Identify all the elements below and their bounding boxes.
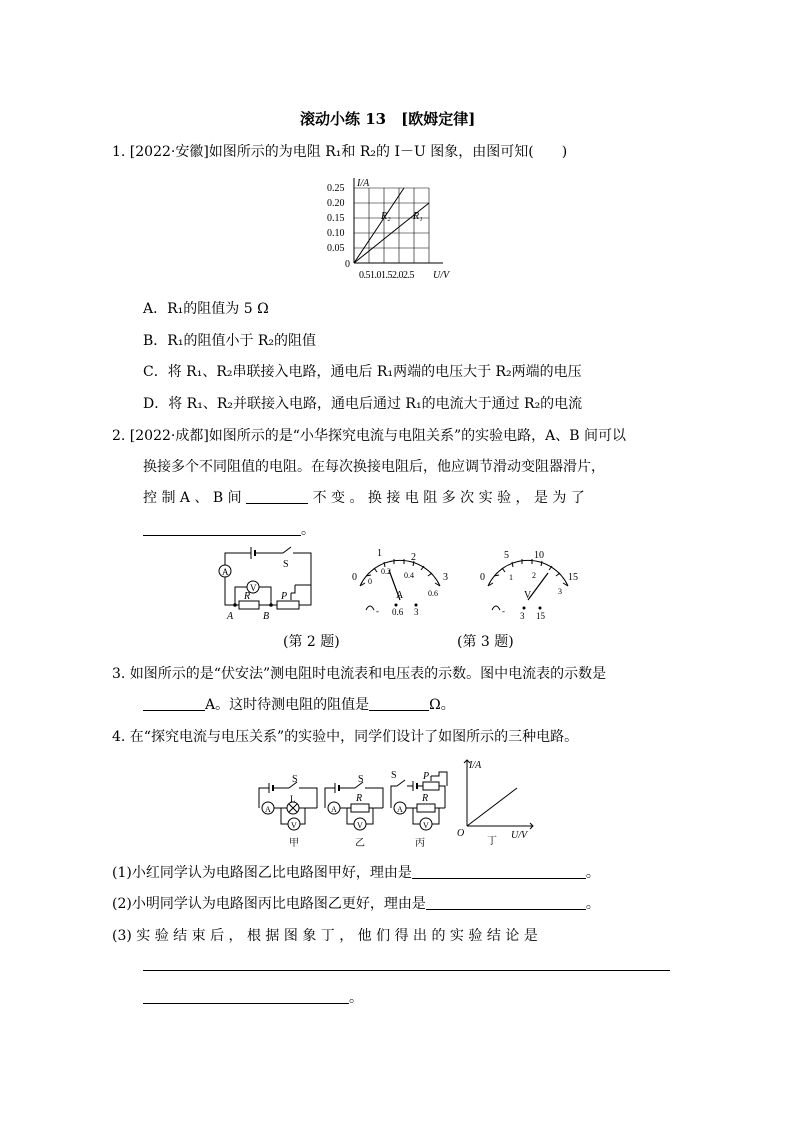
switch-s [283, 547, 291, 553]
circuit-yi [321, 768, 387, 848]
ammeter-scale-0: 0 [352, 572, 357, 583]
fig2-circuit [213, 545, 323, 625]
fig2-label-a-meter: A [222, 567, 229, 577]
fig2-label-v-meter: V [250, 583, 257, 593]
q3-blank-1[interactable] [143, 696, 205, 711]
q1-ytick: 0.20 [327, 198, 345, 209]
jia-label-s: S [292, 774, 298, 785]
ding-origin: O [457, 828, 465, 839]
voltmeter-terminal-neg: - [502, 606, 505, 616]
graph-ding [453, 756, 537, 848]
q2-line1: 2. [2022·成都]如图所示的是“小华探究电流与电阻关系”的实验电路，A、B 间可以 [112, 428, 626, 444]
ammeter-scale-0.4: 0.4 [404, 571, 414, 580]
ammeter-scale-1: 1 [377, 548, 382, 559]
voltmeter-dial [472, 548, 582, 624]
jia-label-voltmeter: V [291, 821, 297, 830]
fig2-label-b: B [263, 611, 270, 622]
jia-label-lamp: L [290, 794, 296, 804]
q1-xlabel: U/V [433, 270, 450, 281]
label-ding: 丁 [487, 836, 497, 847]
bing-label-s: S [391, 770, 397, 781]
q1-label-r2: R₂ [381, 211, 391, 222]
ammeter-scale-0.2: 0.2 [381, 567, 391, 576]
q4-sub1-end: 。 [585, 865, 600, 881]
q4-blank-1[interactable] [412, 864, 586, 879]
q3-line2b: Ω。 [429, 697, 455, 713]
q2-line4-end: 。 [301, 522, 315, 538]
q2-line3b: 不 变 。 换 接 电 阻 多 次 实 验 ， 是 为 了 [312, 490, 585, 506]
circuit-jia [255, 768, 321, 848]
ammeter-scale-0-inner: 0 [368, 577, 372, 586]
q2-line3 [143, 488, 585, 508]
q1-iu-graph [325, 175, 455, 285]
ammeter-dial [344, 548, 454, 624]
q2-blank-2[interactable] [143, 521, 301, 536]
q4-sub2-text: (2)小明同学认为电路图丙比电路图乙更好，理由是 [112, 896, 426, 912]
ding-line [467, 788, 517, 826]
q4-sub2 [112, 894, 600, 914]
q1-line-r2 [354, 188, 404, 263]
label-yi: 乙 [355, 838, 365, 848]
page-title: 滚动小练 13 [欧姆定律] [300, 110, 476, 128]
voltmeter-scale-5: 5 [504, 550, 509, 561]
yi-label-s: S [358, 774, 364, 785]
voltmeter-scale-3: 3 [558, 587, 562, 596]
q1-label-r1: R₁ [413, 211, 423, 222]
q1-ytick: 0.10 [327, 228, 345, 239]
ding-xlabel: U/V [511, 830, 528, 841]
fig2-label-r: R [244, 591, 251, 602]
yi-label-voltmeter: V [357, 821, 363, 830]
label-bing: 丙 [415, 838, 425, 848]
ammeter-scale-0.6: 0.6 [428, 589, 438, 598]
q1-option-a: A．R₁的阻值为 5 Ω [143, 301, 269, 317]
yi-label-ammeter: A [331, 805, 337, 814]
fig3-caption: (第 3 题) [457, 634, 514, 650]
q1-ytick: 0 [345, 259, 350, 270]
voltmeter-scale-2: 2 [532, 571, 536, 580]
q1-option-b: B．R₁的阻值小于 R₂的阻值 [143, 333, 317, 349]
fig2-label-p: P [281, 591, 288, 602]
q1-grid [354, 188, 429, 263]
q1-ylabel: I/A [357, 178, 370, 189]
q4-sub3-end: 。 [349, 990, 363, 1006]
bing-label-ammeter: A [397, 805, 403, 814]
voltmeter-unit: V [524, 590, 532, 601]
q4-sub1 [112, 863, 600, 883]
fig2-caption: (第 2 题) [283, 634, 340, 650]
q4-blank-3a[interactable] [143, 970, 670, 971]
q1-option-d: D．将 R₁、R₂并联接入电路，通电后通过 R₁的电流大于通过 R₂的电流 [143, 396, 583, 412]
voltmeter-terminal-3: 3 [520, 611, 525, 621]
voltmeter-scale-1: 1 [509, 573, 513, 582]
q1-ytick: 0.25 [327, 183, 345, 194]
ammeter-ticks [360, 559, 440, 586]
bing-label-p: P [423, 771, 430, 782]
q2-line2: 换接多个不同阻值的电阻。在每次换接电阻后，他应调节滑动变阻器滑片， [143, 459, 605, 475]
voltmeter-scale-10: 10 [534, 550, 544, 561]
voltmeter-ticks [488, 559, 568, 586]
q1-ytick: 0.05 [327, 243, 345, 254]
rheostat [277, 601, 299, 609]
voltmeter-scale-0: 0 [480, 572, 485, 583]
voltmeter-terminal-15: 15 [536, 611, 545, 621]
voltmeter-scale-15: 15 [568, 572, 578, 583]
q4-blank-2[interactable] [426, 895, 586, 910]
ammeter-terminal-0.6: 0.6 [392, 607, 404, 617]
q3-line2a: A。这时待测电阻的阻值是 [205, 697, 370, 713]
ammeter-terminal-3: 3 [414, 607, 419, 617]
ammeter-terminal-neg: - [376, 606, 379, 616]
q3-blank-2[interactable] [369, 696, 429, 711]
jia-label-ammeter: A [265, 805, 271, 814]
label-jia: 甲 [289, 838, 299, 848]
q3-line2 [143, 695, 455, 715]
q2-blank-1[interactable] [246, 489, 308, 504]
resistor-r [239, 601, 259, 609]
fig2-label-a: A [227, 611, 234, 622]
bing-label-voltmeter: V [423, 821, 429, 830]
circuit-bing [387, 766, 453, 848]
q2-line4 [143, 520, 315, 540]
q4-sub3: (3) 实 验 结 束 后 ， 根 据 图 象 丁 ， 他 们 得 出 的 实 验 结 论 是 [112, 928, 538, 944]
q4-sub1-text: (1)小红同学认为电路图乙比电路图甲好，理由是 [112, 865, 412, 881]
q1-option-c: C．将 R₁、R₂串联接入电路，通电后 R₁两端的电压大于 R₂两端的电压 [143, 364, 582, 380]
q1-xticks: 0.51.01.52.02.5 [359, 270, 414, 281]
yi-label-r: R [356, 793, 363, 804]
q4-stem: 4. 在“探究电流与电压关系”的实验中，同学们设计了如图所示的三种电路。 [112, 729, 579, 745]
q3-line1: 3. 如图所示的是“伏安法”测电阻时电流表和电压表的示数。图中电流表的示数是 [112, 666, 607, 682]
q1-ytick: 0.15 [327, 213, 345, 224]
bing-label-r: R [422, 793, 429, 804]
ammeter-scale-3: 3 [443, 572, 448, 583]
fig2-label-s: S [283, 559, 289, 570]
q4-blank-3b[interactable] [143, 989, 349, 1004]
q4-sub2-end: 。 [585, 896, 600, 912]
q1-stem: 1. [2022·安徽]如图所示的为电阻 R₁和 R₂的 I－U 图象，由图可知( ) [112, 144, 568, 160]
ding-ylabel: I/A [469, 760, 482, 771]
q2-line3a: 控 制 A 、 B 间 [143, 490, 242, 506]
ammeter-unit: A [396, 590, 404, 601]
ammeter-scale-2: 2 [411, 552, 416, 563]
q4-sub3-line2 [143, 988, 363, 1008]
